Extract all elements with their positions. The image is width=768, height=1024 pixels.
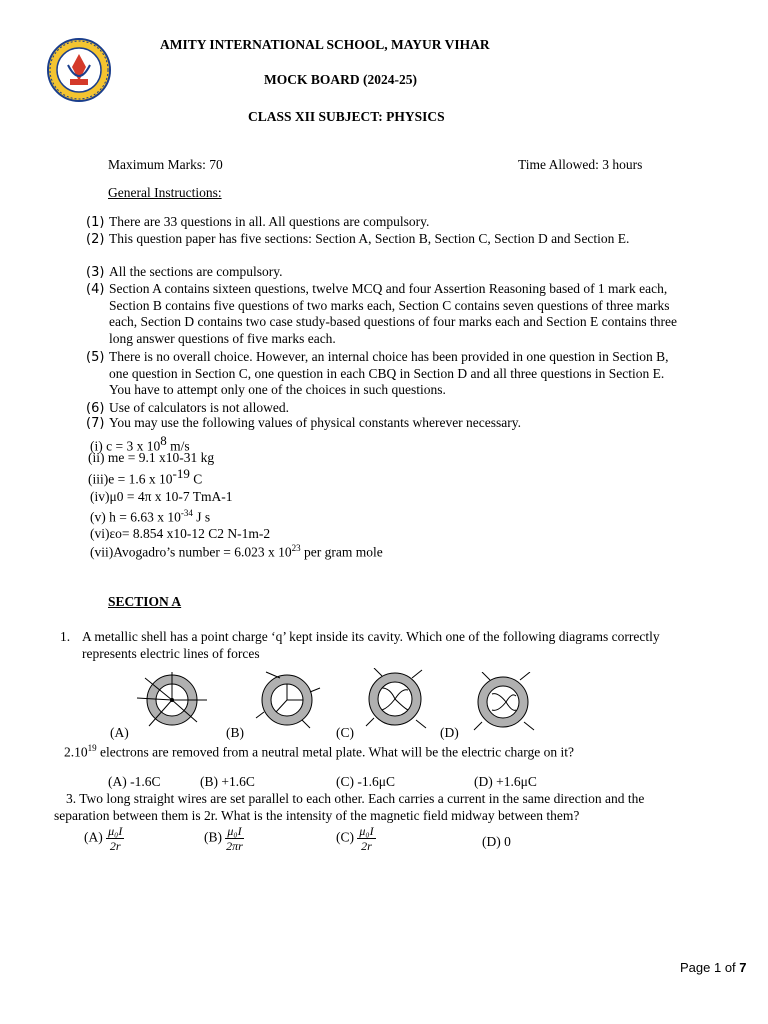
q3-option-a-fraction <box>106 824 124 853</box>
instruction-text: All the sections are compulsory. <box>109 264 283 279</box>
fraction-denominator: 2r <box>361 839 372 853</box>
q3-option-a-label: (A) <box>84 829 103 845</box>
instruction-item <box>86 214 706 231</box>
page-separator: of <box>721 960 740 975</box>
instruction-number: (3) <box>86 265 105 280</box>
constant-avogadro-text: (vii)Avogadro’s number = 6.023 x 10 <box>90 544 292 560</box>
instruction-number: (2) <box>86 232 105 247</box>
q1-number: 1. <box>60 629 71 644</box>
constant-c-exp: 8 <box>160 433 167 448</box>
school-logo <box>46 37 112 103</box>
q3-option-d: (D) 0 <box>482 834 511 849</box>
q2-option-c: (C) -1.6μC <box>336 774 395 789</box>
q3-option-b <box>204 824 244 853</box>
constant-avogadro-unit: per gram mole <box>300 544 383 560</box>
q3-option-b-fraction <box>225 824 243 853</box>
instruction-text: There are 33 questions in all. All questions are compulsory. <box>109 214 430 229</box>
time-allowed: Time Allowed: 3 hours <box>518 157 643 172</box>
q3-option-b-label: (B) <box>204 829 222 845</box>
school-name: AMITY INTERNATIONAL SCHOOL, MAYUR VIHAR <box>160 37 490 52</box>
q3-option-c-label: (C) <box>336 829 354 845</box>
constant-h-unit: J s <box>192 509 211 525</box>
q1-label-c: (C) <box>336 725 354 740</box>
q1-diagram-b <box>252 670 322 730</box>
constant-e-exp: -19 <box>172 466 190 481</box>
constant-h <box>90 508 210 526</box>
constant-h-text: (v) h = 6.63 x 10 <box>90 509 181 525</box>
q1-diagram-c <box>360 668 430 730</box>
instruction-number: (1) <box>86 215 105 230</box>
instruction-number: (7) <box>86 416 105 431</box>
constant-h-exp: -34 <box>180 508 193 518</box>
constant-avogadro <box>90 543 383 561</box>
constant-mu0: (iv)μ0 = 4π x 10-7 TmA-1 <box>90 489 233 504</box>
instruction-text: You may use the following values of physical constants wherever necessary. <box>109 415 522 430</box>
constant-c-text: (i) c = 3 x 10 <box>90 438 161 454</box>
q3-option-c-fraction <box>357 824 375 853</box>
q1-label-a: (A) <box>110 725 129 740</box>
constant-e <box>88 466 202 488</box>
q2-text <box>64 743 574 761</box>
instruction-number: (5) <box>86 350 105 365</box>
q2-option-d: (D) +1.6μC <box>474 774 537 789</box>
exam-title: MOCK BOARD (2024-25) <box>264 72 417 87</box>
instruction-item <box>86 349 706 401</box>
q2-option-b: (B) +1.6C <box>200 774 255 789</box>
page-number <box>680 960 747 975</box>
instruction-item <box>86 415 706 432</box>
max-marks: Maximum Marks: 70 <box>108 157 223 172</box>
constant-e-text: (iii)e = 1.6 x 10 <box>88 471 173 487</box>
instruction-text: This question paper has five sections: Section A, Section B, Section C, Section D and Section E. <box>109 231 630 246</box>
instruction-item <box>86 231 706 264</box>
instruction-text: Section A contains sixteen questions, twelve MCQ and four Assertion Reasoning based of 1 mark each, Section B contains five questions of two marks each, Section C contains seven questions of three marks each, Section D contains two case study-based questions of four marks each and Section E contains three long answer questions of five marks each. <box>109 281 677 346</box>
constant-c-unit: m/s <box>166 438 190 454</box>
constant-me: (ii) me = 9.1 x10-31 kg <box>88 450 215 465</box>
q1-label-d: (D) <box>440 725 459 740</box>
fraction-denominator: 2r <box>109 839 121 853</box>
instruction-item <box>86 281 706 349</box>
instruction-text: Use of calculators is not allowed. <box>109 400 289 415</box>
page-current: 1 <box>713 960 722 975</box>
class-subject: CLASS XII SUBJECT: PHYSICS <box>248 109 445 124</box>
q3-option-c <box>336 824 376 853</box>
q1-label-b: (B) <box>226 725 244 740</box>
fraction-numerator: μ₀I <box>227 824 242 838</box>
instructions-title: General Instructions: <box>108 185 222 200</box>
q3-text-line1: 3. Two long straight wires are set parallel to each other. Each carries a current in the same direction and the <box>66 791 645 806</box>
fraction-numerator: μ₀I <box>359 824 374 838</box>
q2-number: 2.10 <box>64 744 88 760</box>
page-prefix: Page <box>680 960 714 975</box>
q1-text-line2: represents electric lines of forces <box>82 646 260 661</box>
q3-option-a <box>84 824 124 853</box>
q1-diagram-a <box>135 670 210 730</box>
constant-eps0: (vi)εo= 8.854 x10-12 C2 N-1m-2 <box>90 526 271 541</box>
q1-diagram-d <box>468 672 538 732</box>
instruction-item <box>86 264 706 281</box>
page-total: 7 <box>739 960 747 975</box>
fraction-numerator: μ₀I <box>108 824 123 838</box>
constant-e-unit: C <box>189 471 203 487</box>
q2-body: electrons are removed from a neutral metal plate. What will be the electric charge on it? <box>96 744 575 760</box>
q1-text-line1: A metallic shell has a point charge ‘q’ kept inside its cavity. Which one of the following diagrams correctly <box>82 629 660 644</box>
q2-exp: 19 <box>87 743 97 753</box>
constant-avogadro-exp: 23 <box>291 543 301 553</box>
fraction-denominator: 2πr <box>226 839 243 853</box>
instruction-text: There is no overall choice. However, an internal choice has been provided in one question in Section B, one question in Section C, one question in each CBQ in Section D and all three questions in Section E. You have to attempt only one of the choices in such questions. <box>109 349 669 397</box>
instruction-number: (6) <box>86 401 105 416</box>
instruction-number: (4) <box>86 282 105 297</box>
q3-text-line2: separation between them is 2r. What is the intensity of the magnetic field midway between them? <box>54 808 580 823</box>
q2-option-a: (A) -1.6C <box>108 774 161 789</box>
section-a-title: SECTION A <box>108 594 182 609</box>
